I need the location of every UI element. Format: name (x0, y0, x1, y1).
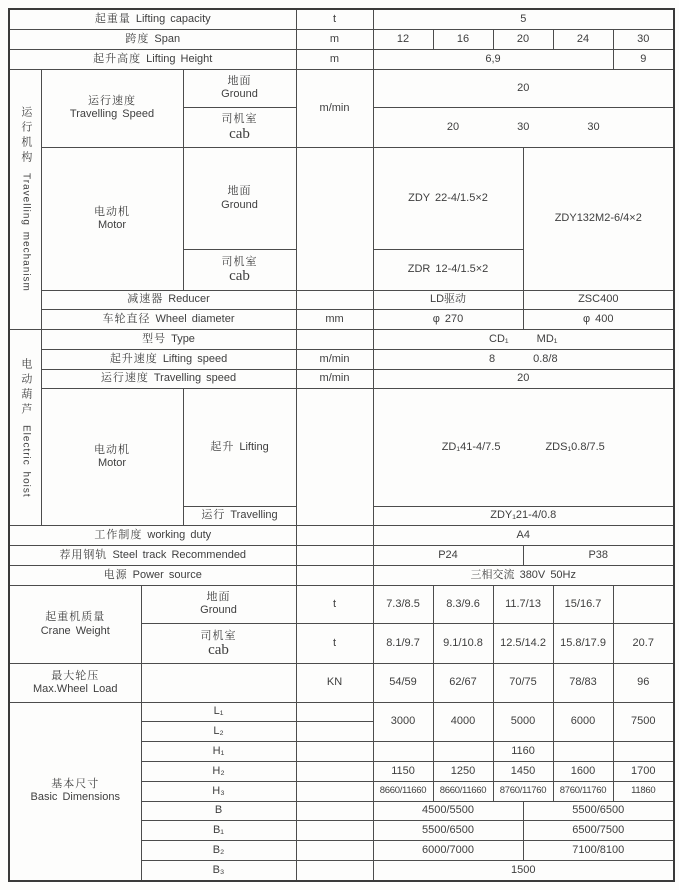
max-wheel-load-label (9, 664, 141, 702)
reducer-right-value: ZSC400 (523, 290, 674, 310)
hoist-type-value: MD₁ (536, 332, 558, 345)
lifting-capacity-label (9, 9, 296, 29)
dim-h1-unit-empty (296, 742, 373, 762)
hoist-type-value: CD₁ (489, 332, 509, 345)
dim-h2-unit-empty (296, 762, 373, 782)
travelling-mechanism-label-en: Travelling mechanism (20, 173, 32, 293)
electric-hoist-strip (9, 330, 41, 526)
hoist-travelling-speed-value: 20 (373, 369, 674, 389)
row-hoist-type (9, 330, 674, 350)
max-wheel-load-value: 62/67 (433, 664, 493, 702)
crane-weight-cab-value: 12.5/14.2 (493, 623, 553, 664)
hoist-lifting-speed-unit: m/min (296, 349, 373, 369)
hoist-travelling-speed-unit: m/min (296, 369, 373, 389)
max-wheel-load-sublabel-empty (141, 664, 296, 702)
crane-weight-ground-value: 11.7/13 (493, 585, 553, 623)
reducer-label-cn: 减速器 (127, 293, 164, 306)
span-value: 30 (613, 29, 674, 49)
ground-label-cn: 地面 (227, 185, 252, 198)
dim-h1-value (373, 742, 433, 762)
span-value: 12 (373, 29, 433, 49)
travel-speed-label-en: Travelling Speed (69, 108, 155, 121)
travel-speed-cab-values-group (376, 121, 672, 134)
crane-weight-cab-unit: t (296, 623, 373, 664)
hoist-motor-label-cn: 电动机 (94, 444, 130, 457)
steel-track-label (9, 546, 296, 566)
max-wheel-load-unit: KN (296, 664, 373, 702)
crane-weight-ground-value: 15/16.7 (553, 585, 613, 623)
max-wheel-load-label-en: Max.Wheel Load (32, 683, 118, 696)
lifting-capacity-label-en: Lifting capacity (135, 12, 211, 25)
cab-label-en: cab (208, 641, 229, 658)
power-source-value: 三相交流 380V 50Hz (373, 565, 674, 585)
span-value: 24 (553, 29, 613, 49)
dim-l1-sublabel: L₁ (141, 702, 296, 722)
crane-weight-label-en: Crane Weight (40, 624, 110, 637)
span-unit: m (296, 29, 373, 49)
dim-h3-unit-empty (296, 781, 373, 801)
travel-speed-label-cn: 运行速度 (88, 95, 136, 108)
power-source-label-cn: 电源 (103, 568, 128, 581)
dim-l-value: 4000 (433, 702, 493, 742)
working-duty-label-cn: 工作制度 (94, 529, 143, 542)
dim-b3-unit-empty (296, 860, 373, 881)
dim-l-value: 6000 (553, 702, 613, 742)
cab-label-en: cab (229, 125, 250, 142)
ground-label-en: Ground (221, 198, 258, 211)
travelling-mechanism-label-cn: 运行机构 (19, 106, 32, 167)
hoist-type-values-group (376, 333, 672, 346)
hoist-lifting-speed-values (373, 349, 674, 369)
dim-b-sublabel: B (141, 801, 296, 821)
travel-motor-cab-sublabel (183, 249, 296, 290)
row-power-source (9, 565, 674, 585)
dim-l1-unit-empty (296, 702, 373, 722)
travel-speed-cab-value: 20 (446, 120, 460, 133)
crane-weight-ground-value (613, 585, 674, 623)
electric-hoist-label-en: Electric hoist (20, 424, 32, 498)
lifting-height-value-last: 9 (613, 49, 674, 69)
wheel-diameter-label-cn: 车轮直径 (102, 313, 151, 326)
dim-l2-unit-empty (296, 722, 373, 742)
hoist-travelling-speed-label-cn: 运行速度 (100, 372, 149, 385)
crane-weight-label (9, 585, 141, 664)
power-source-unit-empty (296, 565, 373, 585)
dim-h1-value: 1160 (493, 742, 553, 762)
hoist-motor-travelling-label-cn: 运行 (201, 509, 226, 522)
dim-b1-sublabel: B₁ (141, 821, 296, 841)
crane-spec-table (8, 8, 675, 882)
electric-hoist-vlabel (12, 330, 39, 525)
hoist-type-label-cn: 型号 (142, 332, 167, 345)
span-value: 16 (433, 29, 493, 49)
row-span (9, 29, 674, 49)
working-duty-label-en: working duty (147, 529, 212, 542)
hoist-motor-travelling-value: ZDY₁21-4/0.8 (373, 506, 674, 526)
hoist-travelling-speed-label (41, 369, 296, 389)
wheel-diameter-right-value: φ 400 (523, 310, 674, 330)
dim-h1-value (553, 742, 613, 762)
dim-l2-sublabel: L₂ (141, 722, 296, 742)
dim-l-value: 5000 (493, 702, 553, 742)
hoist-lifting-speed-label (41, 349, 296, 369)
wheel-diameter-label-en: Wheel diameter (155, 313, 235, 326)
dim-l-value: 7500 (613, 702, 674, 742)
working-duty-value: A4 (373, 526, 674, 546)
dim-h3-value: 8660/11660 (433, 781, 493, 801)
span-label-en: Span (154, 32, 181, 45)
lifting-height-value-main: 6,9 (373, 49, 613, 69)
travel-speed-cab-value: 30 (587, 120, 600, 133)
dim-h2-value: 1250 (433, 762, 493, 782)
hoist-motor-travelling-label-en: Travelling (230, 509, 278, 522)
row-travel-speed-ground (9, 69, 674, 107)
basic-dimensions-label (9, 702, 141, 881)
dim-b-right-value: 5500/6500 (523, 801, 674, 821)
cab-label-en: cab (229, 267, 250, 284)
travelling-mechanism-strip (9, 69, 41, 330)
dim-b-left-value: 4500/5500 (373, 801, 523, 821)
hoist-motor-label (41, 389, 183, 526)
max-wheel-load-label-cn: 最大轮压 (51, 669, 100, 682)
hoist-lifting-speed-label-cn: 起升速度 (109, 352, 158, 365)
dim-b2-unit-empty (296, 841, 373, 861)
travel-speed-ground-sublabel (183, 69, 296, 107)
steel-track-label-cn: 荐用钢轨 (59, 548, 108, 561)
row-lifting-height (9, 49, 674, 69)
steel-track-label-en: Steel track Recommended (112, 548, 247, 561)
crane-weight-ground-value: 7.3/8.5 (373, 585, 433, 623)
travel-speed-unit: m/min (296, 69, 373, 148)
dim-h2-value: 1450 (493, 762, 553, 782)
travel-speed-cab-sublabel (183, 107, 296, 148)
lifting-height-label (9, 49, 296, 69)
crane-weight-ground-unit: t (296, 585, 373, 623)
basic-dimensions-label-cn: 基本尺寸 (51, 778, 100, 791)
ground-label-cn: 地面 (227, 74, 252, 87)
travel-motor-label-cn: 电动机 (94, 205, 130, 218)
lifting-capacity-label-cn: 起重量 (94, 12, 131, 25)
hoist-type-label (41, 330, 296, 350)
hoist-motor-lifting-values (373, 389, 674, 506)
cab-label-cn: 司机室 (221, 113, 258, 126)
hoist-travelling-speed-label-en: Travelling speed (153, 372, 237, 385)
wheel-diameter-left-value: φ 270 (373, 310, 523, 330)
dim-h1-value (613, 742, 674, 762)
ground-label-en: Ground (200, 604, 237, 617)
crane-weight-label-cn: 起重机质量 (45, 611, 106, 624)
dim-h2-value: 1150 (373, 762, 433, 782)
steel-track-right-value: P38 (523, 546, 674, 566)
lifting-capacity-unit: t (296, 9, 373, 29)
travel-speed-ground-value: 20 (373, 69, 674, 107)
cab-label-cn: 司机室 (200, 629, 237, 642)
row-reducer (9, 290, 674, 310)
crane-weight-cab-value: 8.1/9.7 (373, 623, 433, 664)
dim-h3-sublabel: H₃ (141, 781, 296, 801)
power-source-label-en: Power source (132, 568, 202, 581)
working-duty-label (9, 526, 296, 546)
dim-h1-value (433, 742, 493, 762)
max-wheel-load-value: 70/75 (493, 664, 553, 702)
ground-label-cn: 地面 (206, 591, 231, 604)
dim-h3-value: 11860 (613, 781, 674, 801)
max-wheel-load-value: 78/83 (553, 664, 613, 702)
cab-label-cn: 司机室 (221, 255, 258, 268)
row-max-wheel-load (9, 664, 674, 702)
hoist-motor-label-en: Motor (97, 457, 127, 470)
electric-hoist-label-cn: 电动葫芦 (19, 357, 32, 418)
dim-b1-right-value: 6500/7500 (523, 821, 674, 841)
lifting-height-unit: m (296, 49, 373, 69)
dim-b2-left-value: 6000/7000 (373, 841, 523, 861)
hoist-motor-lifting-sublabel (183, 389, 296, 506)
hoist-motor-lifting-values-group (376, 441, 672, 454)
crane-weight-cab-value: 15.8/17.9 (553, 623, 613, 664)
travel-motor-combined-value: ZDY132M2-6/4×2 (523, 148, 674, 290)
dim-h3-value: 8660/11660 (373, 781, 433, 801)
dim-b1-unit-empty (296, 821, 373, 841)
crane-weight-ground-sublabel (141, 585, 296, 623)
travel-motor-ground-sublabel (183, 148, 296, 249)
wheel-diameter-label (41, 310, 296, 330)
dim-h2-sublabel: H₂ (141, 762, 296, 782)
power-source-label (9, 565, 296, 585)
reducer-unit-empty (296, 290, 373, 310)
row-wheel-diameter (9, 310, 674, 330)
travel-speed-cab-values (373, 107, 674, 148)
travel-motor-label (41, 148, 183, 290)
hoist-type-unit-empty (296, 330, 373, 350)
row-hoist-lifting-speed (9, 349, 674, 369)
travel-motor-label-en: Motor (97, 218, 127, 231)
hoist-lifting-speed-label-en: Lifting speed (162, 352, 228, 365)
row-working-duty (9, 526, 674, 546)
row-steel-track (9, 546, 674, 566)
travel-speed-cab-value: 30 (517, 120, 530, 133)
dim-h2-value: 1600 (553, 762, 613, 782)
ground-label-en: Ground (221, 88, 258, 101)
travel-speed-label (41, 69, 183, 148)
max-wheel-load-value: 54/59 (373, 664, 433, 702)
hoist-motor-lifting-label-en: Lifting (239, 440, 269, 453)
travel-motor-ground-value: ZDY 22-4/1.5×2 (373, 148, 523, 249)
row-travel-motor-ground (9, 148, 674, 249)
hoist-lifting-speed-value: 8 (488, 352, 496, 365)
crane-weight-cab-value: 20.7 (613, 623, 674, 664)
span-label-cn: 跨度 (125, 32, 150, 45)
hoist-motor-lifting-value: ZD₁41-4/7.5 (441, 440, 501, 453)
travel-motor-cab-value: ZDR 12-4/1.5×2 (373, 249, 523, 290)
row-dim-l1 (9, 702, 674, 722)
hoist-motor-lifting-value: ZDS₁0.8/7.5 (545, 440, 605, 453)
row-hoist-motor-lifting (9, 389, 674, 506)
dim-b1-left-value: 5500/6500 (373, 821, 523, 841)
hoist-motor-lifting-label-cn: 起升 (210, 440, 235, 453)
dim-h2-value: 1700 (613, 762, 674, 782)
dim-b2-right-value: 7100/8100 (523, 841, 674, 861)
steel-track-left-value: P24 (373, 546, 523, 566)
dim-b3-value: 1500 (373, 860, 674, 881)
dim-b-unit-empty (296, 801, 373, 821)
crane-weight-ground-value: 8.3/9.6 (433, 585, 493, 623)
hoist-lifting-speed-value: 0.8/8 (533, 352, 558, 365)
lifting-height-label-en: Lifting Height (146, 52, 213, 65)
hoist-motor-travelling-sublabel (183, 506, 296, 526)
reducer-label (41, 290, 296, 310)
row-hoist-travelling-speed (9, 369, 674, 389)
travel-motor-unit-empty (296, 148, 373, 290)
hoist-type-label-en: Type (171, 332, 195, 345)
lifting-capacity-value: 5 (373, 9, 674, 29)
wheel-diameter-unit: mm (296, 310, 373, 330)
reducer-label-en: Reducer (168, 293, 210, 306)
hoist-type-values (373, 330, 674, 350)
dim-h3-value: 8760/11760 (553, 781, 613, 801)
dim-b3-sublabel: B₃ (141, 860, 296, 881)
dim-h1-sublabel: H₁ (141, 742, 296, 762)
steel-track-unit-empty (296, 546, 373, 566)
crane-weight-cab-value: 9.1/10.8 (433, 623, 493, 664)
hoist-motor-unit-empty (296, 389, 373, 526)
span-value: 20 (493, 29, 553, 49)
crane-weight-cab-sublabel (141, 623, 296, 664)
dim-b2-sublabel: B₂ (141, 841, 296, 861)
max-wheel-load-value: 96 (613, 664, 674, 702)
basic-dimensions-label-en: Basic Dimensions (30, 791, 120, 804)
row-crane-weight-ground (9, 585, 674, 623)
lifting-height-label-cn: 起升高度 (93, 52, 142, 65)
hoist-lifting-speed-values-group (376, 353, 672, 366)
reducer-left-value: LD驱动 (373, 290, 523, 310)
dim-l-value: 3000 (373, 702, 433, 742)
working-duty-unit-empty (296, 526, 373, 546)
row-lifting-capacity (9, 9, 674, 29)
span-label (9, 29, 296, 49)
dim-h3-value: 8760/11760 (493, 781, 553, 801)
travelling-mechanism-vlabel (12, 70, 39, 330)
